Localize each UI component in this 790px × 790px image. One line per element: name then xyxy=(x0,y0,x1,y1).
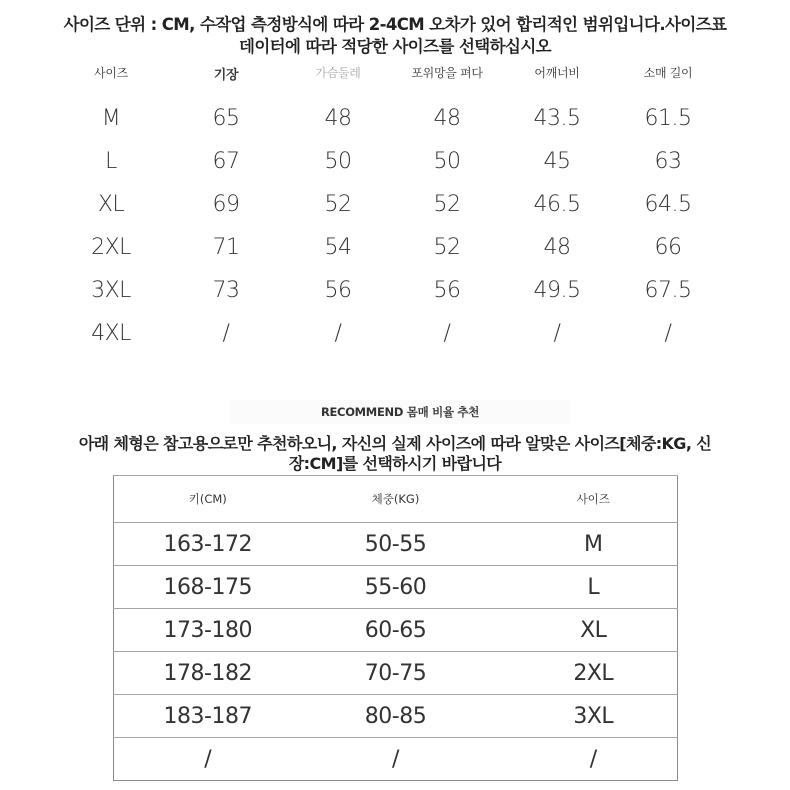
table-row xyxy=(0,229,790,272)
cell: 45 xyxy=(543,149,571,174)
cell: 50 xyxy=(433,149,461,174)
header-size: 사이즈 xyxy=(490,476,678,523)
table-row xyxy=(114,566,678,609)
cell: 50-55 xyxy=(302,523,490,566)
cell: / xyxy=(302,738,490,781)
cell: / xyxy=(334,321,342,346)
cell: L xyxy=(105,149,117,174)
cell: XL xyxy=(97,192,125,217)
header-sleeve: 소매 길이 xyxy=(643,66,693,80)
header-shoulder: 어깨너비 xyxy=(534,66,580,80)
header-hem: 포위망을 펴다 xyxy=(411,66,483,80)
cell: XL xyxy=(490,609,678,652)
cell: 50 xyxy=(324,149,352,174)
cell: 52 xyxy=(324,192,352,217)
cell: / xyxy=(490,738,678,781)
recommend-notice xyxy=(0,434,790,474)
recommend-notice-line-2: 장:CM]를 선택하시기 바랍니다 xyxy=(288,454,502,473)
cell: 71 xyxy=(212,235,240,260)
cell: 67 xyxy=(212,149,240,174)
cell: 52 xyxy=(433,192,461,217)
cell: / xyxy=(222,321,230,346)
cell: 65 xyxy=(212,106,240,131)
cell: / xyxy=(443,321,451,346)
cell: 66 xyxy=(654,235,682,260)
header-weight: 체중(KG) xyxy=(302,476,490,523)
cell: 64.5 xyxy=(644,192,692,217)
cell: 70-75 xyxy=(302,652,490,695)
cell: 48 xyxy=(324,106,352,131)
table-row xyxy=(0,272,790,315)
cell: 69 xyxy=(212,192,240,217)
table-row xyxy=(0,100,790,143)
cell: 173-180 xyxy=(114,609,302,652)
cell: 48 xyxy=(433,106,461,131)
cell: 2XL xyxy=(91,235,131,260)
header-chest: 가슴둘레 xyxy=(315,66,361,80)
cell: 2XL xyxy=(490,652,678,695)
recommend-notice-line-1: 아래 체형은 참고용으로만 추천하오니, 자신의 실제 사이즈에 따라 알맞은 사이즈[체중:KG, 신 xyxy=(78,434,712,453)
notice-line-2: 데이터에 따라 적당한 사이즈를 선택하십시오 xyxy=(238,37,552,56)
cell: 80-85 xyxy=(302,695,490,738)
cell: 52 xyxy=(433,235,461,260)
header-size: 사이즈 xyxy=(94,66,128,80)
cell: 60-65 xyxy=(302,609,490,652)
size-chart-header xyxy=(0,64,790,84)
table-row xyxy=(0,186,790,229)
cell: 4XL xyxy=(91,321,131,346)
cell: 3XL xyxy=(490,695,678,738)
cell: 73 xyxy=(212,278,240,303)
table-row xyxy=(114,652,678,695)
table-row xyxy=(0,143,790,186)
cell: 163-172 xyxy=(114,523,302,566)
cell: 168-175 xyxy=(114,566,302,609)
table-row xyxy=(114,609,678,652)
recommend-table xyxy=(113,475,678,781)
cell: M xyxy=(490,523,678,566)
cell: 46.5 xyxy=(533,192,581,217)
cell: 54 xyxy=(324,235,352,260)
cell: 63 xyxy=(654,149,682,174)
cell: 56 xyxy=(324,278,352,303)
recommend-title: RECOMMEND 몸매 비율 추천 xyxy=(230,400,570,424)
cell: / xyxy=(664,321,672,346)
cell: M xyxy=(101,106,121,131)
cell: / xyxy=(114,738,302,781)
cell: / xyxy=(553,321,561,346)
cell: 48 xyxy=(543,235,571,260)
header-length: 기장 xyxy=(213,68,239,83)
table-row xyxy=(114,523,678,566)
cell: 56 xyxy=(433,278,461,303)
notice-line-1: 사이즈 단위 : CM, 수작업 측정방식에 따라 2-4CM 오차가 있어 합리적인 범위입니다.사이즈표 xyxy=(63,15,727,34)
table-row xyxy=(0,315,790,358)
cell: 67.5 xyxy=(644,278,692,303)
table-row xyxy=(114,695,678,738)
cell: 61.5 xyxy=(644,106,692,131)
cell: 43.5 xyxy=(533,106,581,131)
table-header-row xyxy=(114,476,678,523)
cell: 49.5 xyxy=(533,278,581,303)
size-chart xyxy=(0,100,790,358)
cell: 3XL xyxy=(91,278,131,303)
cell: 183-187 xyxy=(114,695,302,738)
size-unit-notice xyxy=(0,14,790,58)
table-row xyxy=(114,738,678,781)
cell: L xyxy=(490,566,678,609)
header-height: 키(CM) xyxy=(114,476,302,523)
cell: 55-60 xyxy=(302,566,490,609)
cell: 178-182 xyxy=(114,652,302,695)
